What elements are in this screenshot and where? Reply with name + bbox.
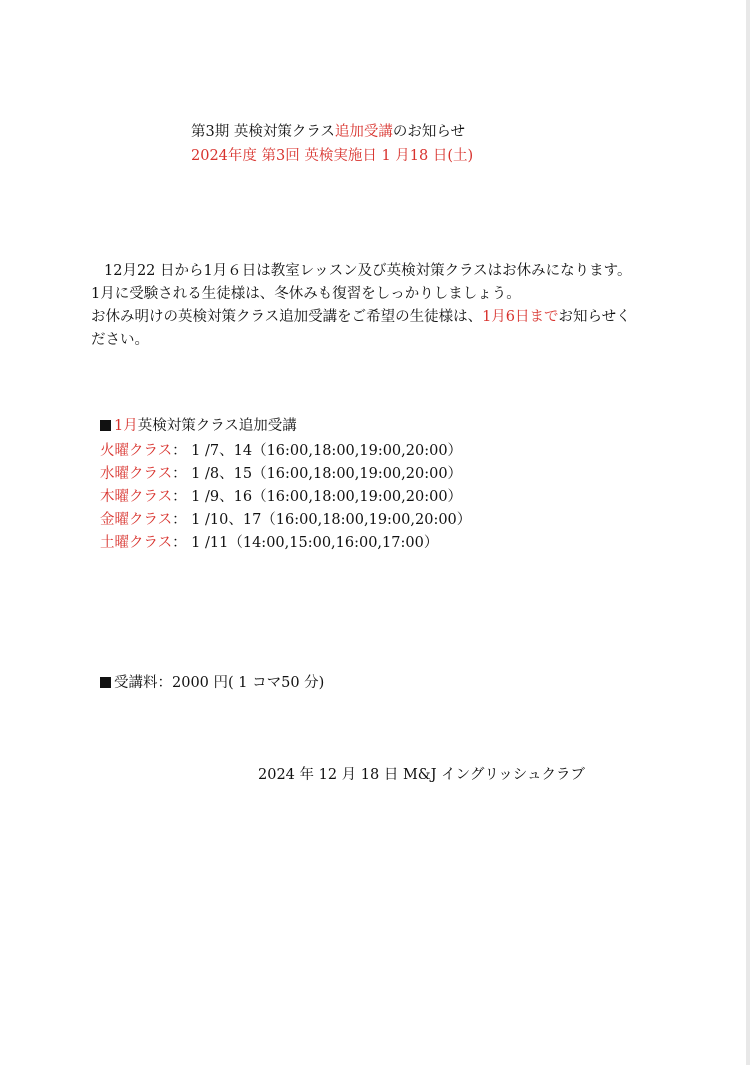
notice-line-2: 1月に受験される生徒様は、冬休みも復習をしっかりしましょう。: [91, 286, 521, 302]
class-day: 水曜クラス: [100, 466, 173, 482]
square-bullet-icon: [100, 420, 111, 431]
schedule-row: [100, 464, 462, 484]
class-dates: ： 1 /9、16（16:00,18:00,19:00,20:00）: [172, 489, 463, 505]
title-suffix: のお知らせ: [392, 124, 465, 140]
page-edge-shadow: [746, 0, 750, 1065]
class-day: 金曜クラス: [100, 512, 173, 528]
notice-line-3-pre: お休み明けの英検対策クラス追加受講をご希望の生徒様は、: [91, 309, 483, 325]
signature-date-line: 2024 年 12 月 18 日 M&J イングリッシュクラブ: [258, 767, 585, 783]
schedule-month: 1月: [114, 418, 138, 434]
schedule-row: [100, 487, 462, 507]
schedule-row: [100, 441, 462, 461]
fee-text: 受講料：2000 円( 1 コマ50 分): [114, 675, 325, 691]
square-bullet-icon: [100, 677, 111, 688]
class-dates: ： 1 /11（14:00,15:00,16:00,17:00）: [172, 535, 439, 551]
deadline-highlight: 1月6日まで: [482, 309, 559, 325]
class-dates: ： 1 /10、17（16:00,18:00,19:00,20:00）: [172, 512, 472, 528]
class-dates: ： 1 /8、15（16:00,18:00,19:00,20:00）: [172, 466, 463, 482]
class-day: 火曜クラス: [100, 443, 173, 459]
schedule-row: [100, 510, 471, 530]
notice-line-3: [91, 307, 631, 327]
exam-date-subtitle: 2024年度 第3回 英検実施日 1 月18 日(土): [191, 148, 474, 164]
class-day: 土曜クラス: [100, 535, 173, 551]
fee-line: [100, 673, 324, 693]
schedule-heading-text: 英検対策クラス追加受講: [137, 418, 297, 434]
title-prefix: 第3期 英検対策クラス: [191, 124, 335, 140]
class-dates: ： 1 /7、14（16:00,18:00,19:00,20:00）: [172, 443, 463, 459]
schedule-row: [100, 533, 438, 553]
title-highlight: 追加受講: [334, 124, 393, 140]
notice-line-3-post: お知らせく: [558, 309, 631, 325]
notice-line-4: ださい。: [91, 332, 149, 348]
notice-line-1: 12月22 日から1月６日は教室レッスン及び英検対策クラスはお休みになります。: [104, 263, 632, 279]
notice-title: [191, 122, 465, 142]
schedule-heading: [100, 416, 297, 436]
class-day: 木曜クラス: [100, 489, 173, 505]
